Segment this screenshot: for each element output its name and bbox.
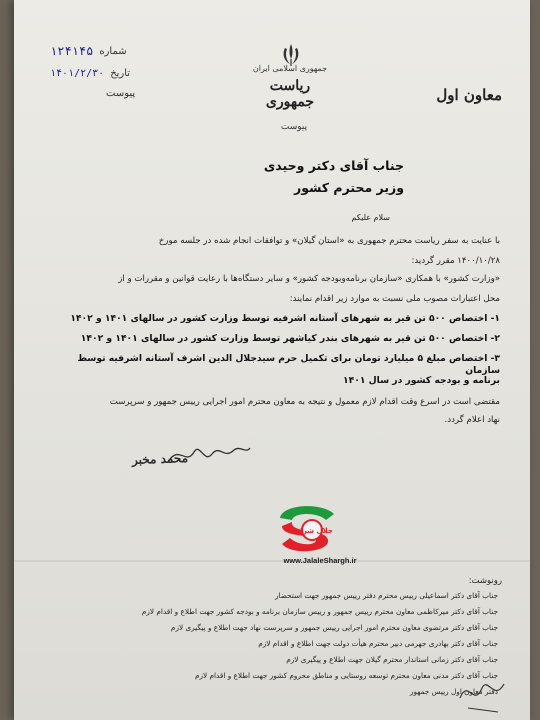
republic-label: جمهوری اسلامی ایران [252,64,328,73]
letter-number-value: ۱۲۴۱۴۵ [50,44,94,58]
letter-date-label: تاریخ [110,68,131,79]
letter-page [14,0,530,720]
signature-name: محمد مخبر [131,451,189,467]
cc-item: جناب آقای دکتر بهادری جهرمی دبیر محترم هیأت دولت جهت اطلاع و اقدام لازم [258,639,498,648]
recipient-title: وزیر محترم کشور [294,180,404,195]
body-closing-line2: نهاد اعلام گردد. [444,415,500,425]
enclosure-label: پیوست [280,122,308,132]
first-deputy-title: معاون اول [436,86,502,104]
cc-item: جناب آقای دکتر مرتضوی معاون محترم امور اجرایی رییس جمهور و سرپرست نهاد جهت اطلاع و پیگیری لازم [170,623,498,632]
presidency-title: ریاست جمهوری [265,78,315,110]
cc-item: جناب آقای دکتر میرکاظمی معاون محترم رییس جمهور و رییس سازمان برنامه و بودجه کشور جهت اطلاع و اقدام لازم [141,607,498,616]
body-item-3-line2: برنامه و بودجه کشور در سال ۱۴۰۱ [343,375,500,386]
letter-attachment-label: پیوست [106,88,136,99]
cc-item: جناب آقای دکتر مدنی معاون محترم توسعه روستایی و مناطق محروم کشور جهت اطلاع و اقدام لازم [194,671,498,680]
watermark-url: www.JalaleShargh.ir [283,556,357,565]
cc-heading: رونوشت: [468,576,502,586]
jalale-shargh-logo-icon [272,500,344,556]
body-p1-line1: با عنایت به سفر ریاست محترم جمهوری به «استان گیلان» و توافقات انجام شده در جلسه مورخ [158,236,500,246]
letter-date-value: ۱۴۰۱/۲/۳۰ [50,68,105,79]
logo-text: جلال شرقی [291,527,333,535]
letter-number-label: شماره [99,45,127,57]
letter-attachment [106,88,135,99]
body-p2-line2: محل اعتبارات مصوب ملی نسبت به موارد زیر اقدام نمایند: [289,294,500,304]
cc-item: جناب آقای دکتر اسماعیلی رییس محترم دفتر رییس جمهور جهت استحضار [274,591,498,600]
letter-number [50,44,127,58]
body-p2-line1: «وزارت کشور» با همکاری «سازمان برنامه‌وبودجه کشور» و سایر دستگاه‌ها با رعایت قوانین و مقررات و از [118,274,500,284]
body-item-3-line1: ۳- اختصاص مبلغ ۵ میلیارد تومان برای تکمیل حرم سیدجلال الدین اشرف آستانه اشرفیه توسط سازمان [77,353,500,376]
body-p1-line2: ۱۴۰۰/۱۰/۲۸ مقرر گردید: [411,256,500,266]
initials-scribble-icon [454,668,514,716]
cc-item: جناب آقای دکتر زمانی استاندار محترم گیلان جهت اطلاع و پیگیری لازم [286,655,498,664]
cc-item: دفتر معاون اول رییس جمهور [409,687,498,696]
salutation: سلام علیکم [351,213,390,222]
body-item-1: ۱- اختصاص ۵۰۰ تن قیر به شهرهای آستانه اشرفیه توسط وزارت کشور در سالهای ۱۴۰۱ و ۱۴۰۲ [70,313,500,324]
body-closing-line1: مقتضی است در اسرع وقت اقدام لازم معمول و نتیجه به معاون محترم امور اجرایی رییس جمهور و سرپرست [109,397,500,407]
body-item-2: ۲- اختصاص ۵۰۰ تن قیر به شهرهای بندر کیاشهر توسط وزارت کشور در سالهای ۱۴۰۱ و ۱۴۰۲ [80,333,500,344]
recipient-name: جناب آقای دکتر وحیدی [263,158,404,173]
letter-date [50,68,130,79]
